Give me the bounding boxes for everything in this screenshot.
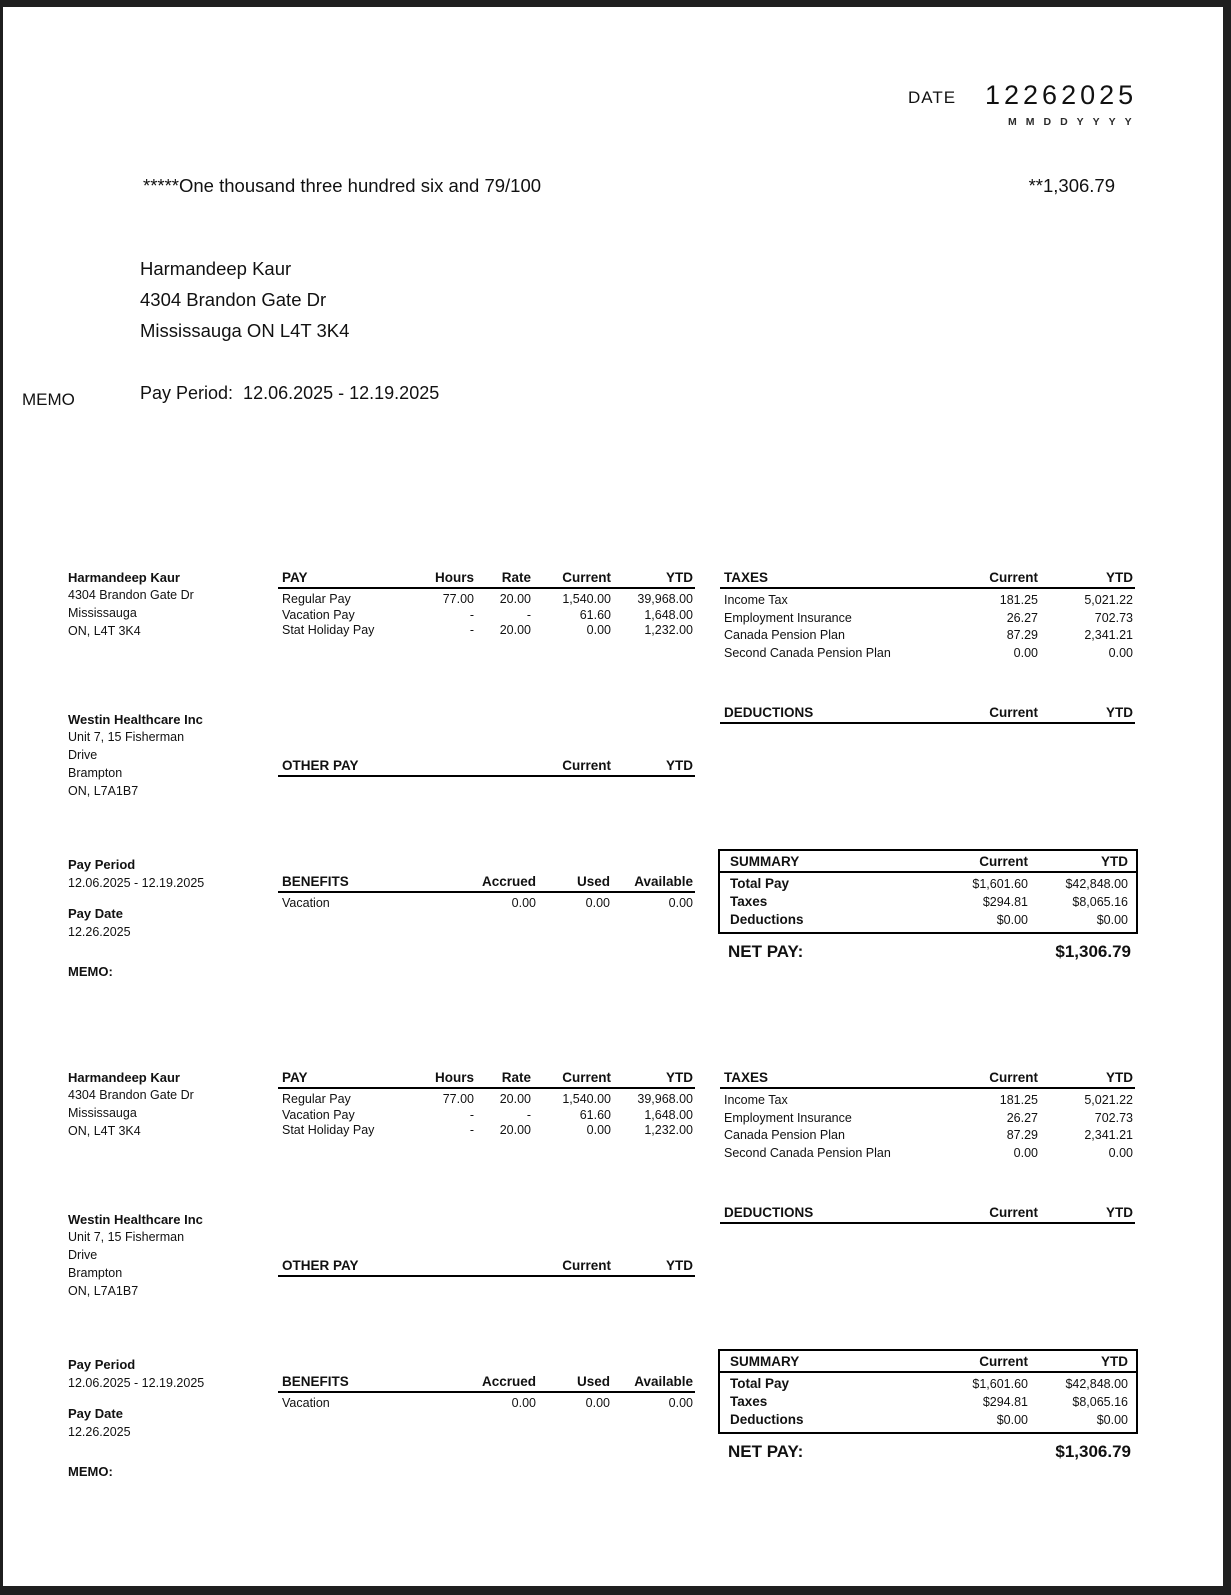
pay-row-hours: - [469,1123,474,1137]
column-header-current: Current [989,1070,1038,1085]
tax-row-label: Canada Pension Plan [724,628,845,642]
frame-top [0,0,1231,7]
tax-row-label: Income Tax [724,593,788,607]
summary-row-current: $1,601.60 [972,1377,1028,1391]
summary-row-label: Taxes [730,1394,768,1409]
column-header-current: Current [562,758,611,773]
pay-row-label: Vacation Pay [282,1107,355,1122]
pay-date-value: 12.26.2025 [68,925,131,939]
benefit-row-label: Vacation [282,896,330,910]
taxes-table-row [720,610,1135,628]
pay-row-hours: - [469,1107,474,1122]
column-header-hours: Hours [434,570,474,585]
employer-name: Westin Healthcare Inc [68,1212,203,1227]
taxes-table-row [720,627,1135,645]
payee-address-block [140,253,349,346]
deductions-table-title: DEDUCTIONS [724,1205,814,1220]
summary-row-label: Total Pay [730,876,790,891]
employer-address-line: Brampton [68,1266,123,1280]
pay-row-ytd: 39,968.00 [637,592,693,606]
tax-row-ytd: 5,021.22 [1084,593,1133,607]
amount-numeric: **1,306.79 [1028,175,1115,196]
payee-name: Harmandeep Kaur [140,258,292,279]
pay-row-label: Regular Pay [282,1092,351,1106]
column-header-ytd: YTD [666,1258,693,1273]
employee-address-line: 4304 Brandon Gate Dr [68,1088,194,1102]
other-pay-table-title: OTHER PAY [282,758,359,773]
taxes-table-row [720,592,1135,610]
pay-row-label: Stat Holiday Pay [282,623,375,637]
memo-label: MEMO [22,390,75,409]
tax-row-label: Canada Pension Plan [724,1128,845,1142]
pay-row-hours: 77.00 [442,1092,474,1106]
benefit-row-accrued: 0.00 [511,896,536,910]
tax-row-current: 0.00 [1013,645,1038,660]
amount-in-words: *****One thousand three hundred six and 79/100 [143,175,542,196]
pay-row-current: 1,540.00 [562,1092,611,1106]
taxes-table-row [720,1110,1135,1128]
tax-row-ytd: 5,021.22 [1084,1093,1133,1107]
summary-header [720,851,1136,873]
summary-box [718,849,1138,934]
summary-row [720,1373,1136,1391]
column-header-current: Current [979,854,1028,869]
taxes-table-title: TAXES [724,1070,769,1085]
tax-row-current: 181.25 [999,1093,1038,1107]
summary-row [720,1391,1136,1409]
pay-table-row [278,592,695,608]
summary-row [720,891,1136,909]
pay-table [278,570,695,639]
taxes-table [720,1070,1135,1162]
tax-row-ytd: 0.00 [1108,645,1133,660]
column-header-ytd: YTD [666,1070,693,1085]
other-pay-table [278,1258,695,1277]
employer-address-line: Drive [68,1248,98,1262]
pay-stub [0,1070,1231,1500]
summary-box [718,1349,1138,1434]
summary-header [720,1351,1136,1373]
benefits-table-title: BENEFITS [282,874,349,889]
payee-address-line1: 4304 Brandon Gate Dr [140,289,327,310]
column-header-rate: Rate [501,570,531,585]
employer-address-line: ON, L7A1B7 [68,1284,139,1298]
column-header-ytd: YTD [1106,1070,1133,1085]
pay-row-ytd: 39,968.00 [637,1092,693,1106]
pay-table-row [278,1108,695,1124]
tax-row-ytd: 2,341.21 [1084,628,1133,642]
pay-stub [0,570,1231,1000]
pay-row-rate: - [526,607,531,622]
taxes-table-header [720,1070,1135,1089]
payee-address-line2: Mississauga ON L4T 3K4 [140,320,350,341]
summary-row-label: Taxes [730,894,768,909]
net-pay-row [718,1442,1138,1462]
pay-row-rate: 20.00 [499,1092,531,1106]
pay-row-hours: 77.00 [442,592,474,606]
summary-row [720,909,1136,927]
column-header-rate: Rate [501,1070,531,1085]
summary-row [720,873,1136,891]
other-pay-table-header [278,758,695,777]
net-pay-row [718,942,1138,962]
column-header-hours: Hours [434,1070,474,1085]
summary-row-current: $0.00 [996,1413,1028,1427]
memo-pay-period-text: Pay Period: 12.06.2025 - 12.19.2025 [140,383,440,403]
employee-address-line: Mississauga [68,1106,137,1120]
taxes-table-row [720,645,1135,663]
column-header-current: Current [562,1070,611,1085]
net-pay-label: NET PAY: [728,1442,804,1461]
column-header-ytd: YTD [1106,705,1133,720]
tax-row-ytd: 0.00 [1108,1145,1133,1160]
summary-row-ytd: $8,065.16 [1072,1395,1128,1409]
pay-table-row [278,1092,695,1108]
benefits-table-row [278,896,695,912]
net-pay-value: $1,306.79 [1055,942,1131,961]
summary-row-label: Deductions [730,912,804,927]
pay-row-label: Regular Pay [282,592,351,606]
tax-row-ytd: 2,341.21 [1084,1128,1133,1142]
benefit-row-accrued: 0.00 [511,1396,536,1410]
tax-row-label: Second Canada Pension Plan [724,1145,891,1160]
column-header-accrued: Accrued [481,1374,536,1389]
employee-name: Harmandeep Kaur [68,1070,180,1085]
summary-row [720,1409,1136,1427]
summary-row-ytd: $0.00 [1096,913,1128,927]
taxes-table [720,570,1135,662]
taxes-table-title: TAXES [724,570,769,585]
deductions-table [720,1205,1135,1224]
pay-row-hours: - [469,607,474,622]
pay-row-current: 1,540.00 [562,592,611,606]
column-header-ytd: YTD [1106,570,1133,585]
tax-row-current: 87.29 [1006,628,1038,642]
frame-bottom [0,1586,1231,1595]
deductions-table-header [720,705,1135,724]
tax-row-current: 181.25 [999,593,1038,607]
benefit-row-label: Vacation [282,1396,330,1410]
tax-row-current: 87.29 [1006,1128,1038,1142]
tax-row-ytd: 702.73 [1094,1110,1133,1125]
pay-row-current: 0.00 [586,623,611,637]
pay-table-row [278,608,695,624]
tax-row-label: Employment Insurance [724,1110,852,1125]
other-pay-table-title: OTHER PAY [282,1258,359,1273]
employer-name: Westin Healthcare Inc [68,712,203,727]
employer-address-line: Drive [68,748,98,762]
pay-row-ytd: 1,232.00 [644,1123,693,1137]
other-pay-table [278,758,695,777]
pay-row-label: Vacation Pay [282,607,355,622]
employee-address-line: Mississauga [68,606,137,620]
other-pay-table-header [278,1258,695,1277]
benefits-table-row [278,1396,695,1412]
date-format-hint: MMDDYYYY [1008,116,1141,128]
tax-row-label: Employment Insurance [724,610,852,625]
pay-row-ytd: 1,648.00 [644,607,693,622]
pay-period-value: 12.06.2025 - 12.19.2025 [68,876,205,890]
pay-date-label: Pay Date [68,1406,123,1421]
pay-table-row [278,1123,695,1139]
benefits-table-header [278,1374,695,1393]
summary-row-label: Deductions [730,1412,804,1427]
column-header-used: Used [576,874,610,889]
benefit-row-used: 0.00 [585,896,610,910]
taxes-table-header [720,570,1135,589]
column-header-used: Used [576,1374,610,1389]
employee-name: Harmandeep Kaur [68,570,180,585]
pay-period-value: 12.06.2025 - 12.19.2025 [68,1376,205,1390]
benefits-table [278,874,695,912]
column-header-current: Current [989,570,1038,585]
tax-row-label: Second Canada Pension Plan [724,645,891,660]
benefit-row-used: 0.00 [585,1396,610,1410]
pay-row-current: 61.60 [579,1107,611,1122]
pay-table-header [278,1070,695,1089]
summary-row-ytd: $0.00 [1096,1413,1128,1427]
deductions-table-header [720,1205,1135,1224]
pay-row-ytd: 1,232.00 [644,623,693,637]
employer-address-line: ON, L7A1B7 [68,784,139,798]
employer-address-line: Brampton [68,766,123,780]
summary-title: SUMMARY [730,1354,800,1369]
net-pay-value: $1,306.79 [1055,1442,1131,1461]
pay-row-current: 0.00 [586,1123,611,1137]
summary-row-ytd: $42,848.00 [1065,1377,1128,1391]
stub-memo-label: MEMO: [68,964,113,979]
pay-row-current: 61.60 [579,607,611,622]
column-header-current: Current [562,570,611,585]
pay-table-title: PAY [282,570,308,585]
pay-row-label: Stat Holiday Pay [282,1123,375,1137]
deductions-table-title: DEDUCTIONS [724,705,814,720]
employee-address-line: 4304 Brandon Gate Dr [68,588,194,602]
deductions-table [720,705,1135,724]
column-header-current: Current [989,705,1038,720]
column-header-ytd: YTD [1101,1354,1128,1369]
summary-row-current: $294.81 [982,1395,1028,1409]
column-header-current: Current [562,1258,611,1273]
summary-row-label: Total Pay [730,1376,790,1391]
tax-row-current: 26.27 [1006,610,1038,625]
benefit-row-available: 0.00 [668,1396,693,1410]
benefit-row-available: 0.00 [668,896,693,910]
tax-row-current: 26.27 [1006,1110,1038,1125]
pay-row-rate: 20.00 [499,592,531,606]
summary-title: SUMMARY [730,854,800,869]
taxes-table-row [720,1127,1135,1145]
employee-address-line: ON, L4T 3K4 [68,1124,141,1138]
column-header-ytd: YTD [666,758,693,773]
pay-table-row [278,623,695,639]
employee-address-line: ON, L4T 3K4 [68,624,141,638]
pay-row-hours: - [469,623,474,637]
pay-table-header [278,570,695,589]
summary-row-ytd: $8,065.16 [1072,895,1128,909]
tax-row-label: Income Tax [724,1093,788,1107]
pay-period-label: Pay Period [68,1357,136,1372]
benefits-table [278,1374,695,1412]
pay-row-ytd: 1,648.00 [644,1107,693,1122]
pay-row-rate: - [526,1107,531,1122]
net-pay-label: NET PAY: [728,942,804,961]
column-header-available: Available [634,874,693,889]
pay-date-label: Pay Date [68,906,123,921]
tax-row-current: 0.00 [1013,1145,1038,1160]
employer-address-line: Unit 7, 15 Fisherman [68,730,185,744]
summary-row-current: $1,601.60 [972,877,1028,891]
summary-row-current: $0.00 [996,913,1028,927]
stub-memo-label: MEMO: [68,1464,113,1479]
pay-period-label: Pay Period [68,857,136,872]
benefits-table-header [278,874,695,893]
taxes-table-row [720,1145,1135,1163]
summary-row-ytd: $42,848.00 [1065,877,1128,891]
summary-row-current: $294.81 [982,895,1028,909]
pay-row-rate: 20.00 [499,1123,531,1137]
pay-row-rate: 20.00 [499,623,531,637]
pay-date-value: 12.26.2025 [68,1425,131,1439]
column-header-ytd: YTD [1101,854,1128,869]
column-header-ytd: YTD [1106,1205,1133,1220]
benefits-table-title: BENEFITS [282,1374,349,1389]
pay-table-title: PAY [282,1070,308,1085]
date-value: 12262025 [985,80,1138,110]
employer-address-line: Unit 7, 15 Fisherman [68,1230,185,1244]
column-header-accrued: Accrued [481,874,536,889]
tax-row-ytd: 702.73 [1094,610,1133,625]
column-header-current: Current [979,1354,1028,1369]
pay-table [278,1070,695,1139]
column-header-current: Current [989,1205,1038,1220]
column-header-available: Available [634,1374,693,1389]
taxes-table-row [720,1092,1135,1110]
date-label: DATE [908,88,957,107]
column-header-ytd: YTD [666,570,693,585]
